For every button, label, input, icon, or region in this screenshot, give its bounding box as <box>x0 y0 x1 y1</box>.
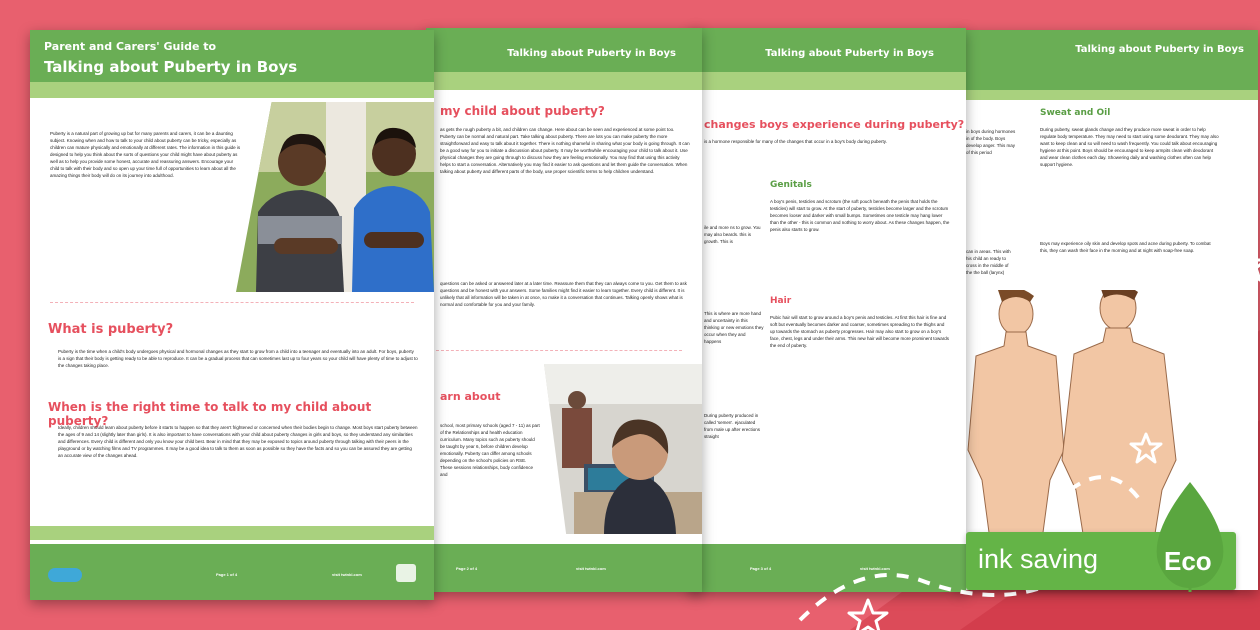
side-text-3: During puberty produced in called 'semen'. ejaculated from male up after erections straight <box>704 413 761 439</box>
section-text-2: questions can be asked or answered later at a later time. Reassure them that they can always come to you. Get them to ask questions and be honest with your answers. Some families might find it easier to learn together. Every child is different. It is unlikely that all information will be taken in at once, so make it a conversation that continues. Talking openly shows what is normal and comfortable for you and your family. <box>440 281 687 307</box>
section-title-right-time: When is the right time to talk to my child about puberty? <box>48 400 372 428</box>
page-header: Talking about Puberty in Boys <box>507 48 676 59</box>
section-title-hair: Hair <box>770 296 792 306</box>
page-title: Talking about Puberty in Boys <box>44 58 298 76</box>
section-title-genitals: Genitals <box>770 180 812 190</box>
star-icon <box>1131 434 1161 462</box>
star-icon <box>1234 248 1260 280</box>
footer-url[interactable]: visit twinkl.com <box>576 566 606 571</box>
left-text-2: can in areas. This with his child an ready to cross in the middle of the the ball (larynx) <box>966 249 1011 275</box>
page-header-subtitle: Parent and Carers' Guide to <box>44 40 217 53</box>
section-text-right-time: Ideally, children should learn about puberty before it starts to happen so that they aren't frightened or concerned when their bodies begin to change. Most boys start puberty between the ages of 9 and 14 (slightly later than girls). It is also important to have conversations with your child about puberty changes in girls and boys, so they understand any similarities and differences. Every child is different and only you know your child best. Bear in mind that they may be exposed to topics around puberty through talking with their peers in the playground or by watching films and TV programmes. It may be a good idea to talk to them as soon as possible so they have the facts and so you can be assured they are getting an accurate view of the changes ahead. <box>58 425 418 458</box>
ink-saving-badge <box>966 532 1236 590</box>
section-title-changes: changes boys experience during puberty? <box>704 118 965 131</box>
section-text-sweat: During puberty, sweat glands change and they produce more sweat in order to help regulate body temperature. They may need to start using some deodorant. They may also want to keep clean and so will need to wash frequently. You could talk about encouraging hygiene at this point. Boys should be encouraged to keep armpits clean with deodorant and wear clean clothes each day. Showering daily and washing clothes often can help support hygiene. <box>1040 127 1219 167</box>
ink-saving-label: ink saving <box>978 544 1099 574</box>
footer-page-number: Page 1 of 4 <box>216 572 238 577</box>
star-icon <box>1195 438 1229 470</box>
footer-url[interactable]: visit twinkl.com <box>860 566 890 571</box>
section-text-3: school, most primary schools (aged 7 - 11) as part of the Relationships and health education curriculum. Many topics such as puberty should be taught by year 6, before children develop emotionally. Puberty can differ among schools depending on the school's policies on RSE. These sessions relationships, body confidence and <box>440 423 540 477</box>
star-icon <box>849 600 887 630</box>
section-title-sweat: Sweat and Oil <box>1040 108 1111 118</box>
section-title-what-is-puberty: What is puberty? <box>48 322 174 337</box>
star-icon <box>1173 358 1211 393</box>
section-intro: is a hormone responsible for many of the changes that occur in a boy's body during puberty. <box>704 139 887 144</box>
section-text-hair: Pubic hair will start to grow around a boy's penis and testicles. At first this hair is fine and soft but eventually becomes darker and coarser, sometimes spreading to the thighs and up towards the stomach as puberty progresses. Hair may also start to grow on a boy's face, chest, legs and under their arms. This new hair will become more prominent towards the end of puberty. <box>770 315 949 348</box>
eco-label: Eco <box>1164 546 1212 576</box>
section-text-1: as gets the rough puberty a bit, and children can change. Here about can be seen and experienced at some point too. Puberty can be normal and natural part. Take talking about puberty. There are lots you can make puberty the more straightforward and easy to talk about it together. There is nothing shameful in sharing what your body is going through. It can be a good way for you to initiate a discussion about puberty. It may be worthwhile encouraging your child to talk about it. Use physical changes they are going through to discuss how they are feeling emotionally. You may find that using this activity helps to start a conversation. Alternatively you may find it easier to ask questions and let them guide the conversation. When talking about puberty and different parts of the body, use proper scientific terms to help children understand. <box>440 127 690 174</box>
section-text-what-is-puberty: Puberty is the time when a child's body undergoes physical and hormonal changes as they start to grow from a child into a teenager and eventually into an adult. For boys, puberty is a sign that their body is getting ready to be able to reproduce. It can be a gradual process that can sometimes last up to four years so your child will have plenty of time to adjust to the changes taking place. <box>58 349 418 368</box>
left-text: in boys during hormones in of the body. Boys develop anger. This may of this period <box>966 129 1016 155</box>
side-text-2: This is where are more hand and uncertainty in this thinking or new emotions they occur when they and happens <box>704 311 764 344</box>
footer-page-number: Page 3 of 4 <box>750 566 772 571</box>
footer-page-number: Page 2 of 4 <box>456 566 478 571</box>
intro-text: Puberty is a natural part of growing up but for many parents and carers, it can be a daunting subject. Knowing when and how to talk to your child about puberty can be tricky, especially as children can mature physically and emotionally at different rates. The information in this guide is designed to help you think about the sorts of questions your child might have about puberty as well as to help you provide some honest, accurate and reassuring answers. Encourage your child to talk with their body and so open up your time full of opportunities to learn about all the amazing things their body will do on its journey into adulthood. <box>50 131 241 178</box>
section-title-school: arn about <box>440 390 501 403</box>
footer-url[interactable]: visit twinkl.com <box>332 572 362 577</box>
section-text-genitals: A boy's penis, testicles and scrotum (the soft pouch beneath the penis that holds the testicles) will start to grow. At the start of puberty, testicles become larger and the scrotum becomes looser and darker with small bumps. Sometimes one testicle may hang lower than the other - this is common and nothing to worry about. As these changes happen, the penis also starts to grow. <box>770 199 950 232</box>
page-header: Talking about Puberty in Boys <box>765 48 934 59</box>
section-title-talking: my child about puberty? <box>440 104 605 118</box>
side-text-1: ile and more ns to grow. You may also beards. this is growth. This is <box>704 225 761 244</box>
page-header: Talking about Puberty in Boys <box>1075 44 1244 55</box>
section-text-acne: Boys may experience oily skin and develop spots and acne during puberty. To combat this, they can wash their face in the morning and at night with soap-free soap. <box>1040 241 1211 253</box>
